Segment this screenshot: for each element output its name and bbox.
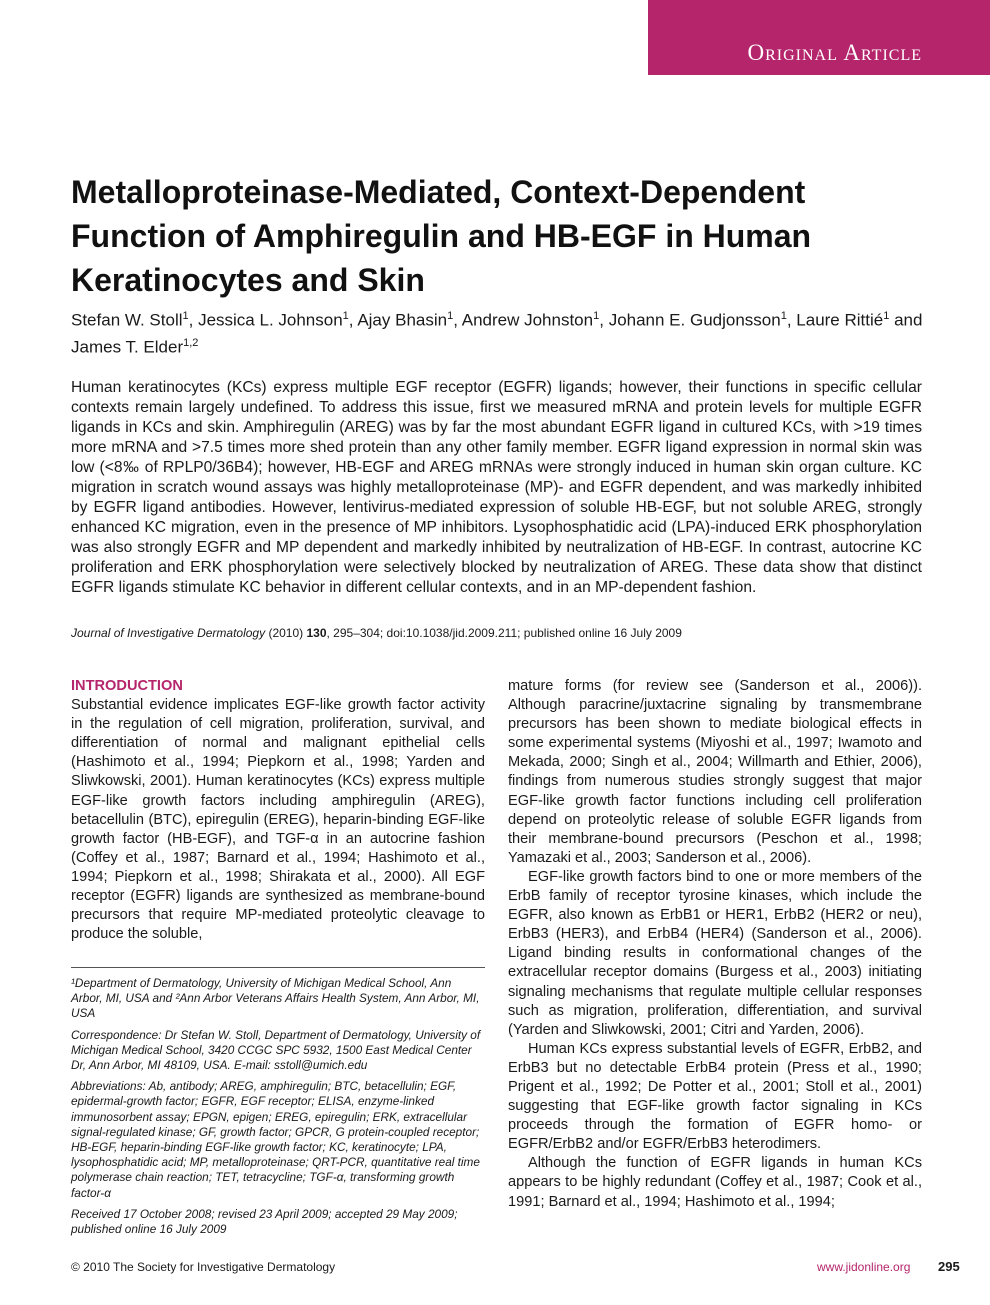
citation-volume: 130 xyxy=(306,626,327,640)
author-name: Ajay Bhasin xyxy=(357,310,448,330)
left-column xyxy=(71,677,485,944)
author-list xyxy=(71,305,941,358)
right-column xyxy=(508,677,922,1212)
intro-paragraph-2: mature forms (for review see (Sanderson et al., 2006)). Although paracrine/juxtacrine signaling by transmembrane precursors has been shown to mediate biological effects in some experimental systems (Miyoshi et al., 1997; Iwamoto and Mekada, 2000; Singh et al., 2004; Willmarth and Ethier, 2006), findings from numerous studies strongly suggest that major EGF-like growth factor functions including cell proliferation depend on proteolytic release of soluble EGFR ligands from their membrane-bound precursors (Peschon et al., 1998; Yamazaki et al., 2003; Sanderson et al., 2006). xyxy=(508,678,922,866)
author-separator: , xyxy=(786,310,797,330)
author-name: Laure Rittié xyxy=(796,310,884,330)
footnotes xyxy=(71,976,485,1243)
footnote-abbreviations: Abbreviations: Ab, antibody; AREG, amphiregulin; BTC, betacellulin; EGF, epidermal-growth factor; EGFR, EGF receptor; ELISA, enzyme-linked immunosorbent assay; EPGN, epigen; EREG, epiregulin; ERK, extracellular signal-regulated kinase; GF, growth factor; GPCR, G protein-coupled receptor; HB-EGF, heparin-binding EGF-like growth factor; KC, keratinocyte; LPA, lysophosphatidic acid; MP, metalloproteinase; QRT-PCR, quantitative real time polymerase chain reaction; TET, tetracycline; TGF-α, transforming growth factor-α xyxy=(71,1079,480,1200)
abstract: Human keratinocytes (KCs) express multiple EGF receptor (EGFR) ligands; however, their functions in specific cellular contexts remain largely undefined. To address this issue, first we measured mRNA and protein levels for multiple EGFR ligands in KCs and skin. Amphiregulin (AREG) was by far the most abundant EGFR ligand in cultured KCs, with >19 times more mRNA and >7.5 times more shed protein than any other family member. EGFR ligand expression in normal skin was low (<8‰ of RPLP0/36B4); however, HB-EGF and AREG mRNAs were strongly induced in human skin organ culture. KC migration in scratch wound assays was highly metalloproteinase (MP)- and EGFR dependent, and was markedly inhibited by EGFR ligand antibodies. However, lentivirus-mediated expression of soluble HB-EGF, but not soluble AREG, strongly enhanced KC migration, even in the presence of MP inhibitors. Lysophosphatidic acid (LPA)-induced ERK phosphorylation was also strongly EGFR and MP dependent and markedly inhibited by neutralization of HB-EGF. In contrast, autocrine KC proliferation and ERK phosphorylation were selectively blocked by neutralization of AREG. These data show that distinct EGFR ligands stimulate KC behavior in different cellular contexts, and in an MP-dependent fashion. xyxy=(71,379,922,596)
author-affiliation-mark: 1 xyxy=(883,310,890,322)
intro-paragraph-3: EGF-like growth factors bind to one or more members of the ErbB family of receptor tyrosine kinases, which include the EGFR, also known as ErbB1 or HER1, ErbB2 (HER2 or neu), ErbB3 (HER3), and ErbB4 (HER4) (Sanderson et al., 2006). Ligand binding results in conformational changes of the extracellular receptor domains (Burgess et al., 2003) initiating signaling mechanisms that regulate multiple cellular responses such as migration, proliferation, differentiation, and survival (Yarden and Sliwkowski, 2001; Citri and Yarden, 2006). xyxy=(508,868,922,1038)
author-separator: , xyxy=(453,310,462,330)
intro-paragraph-4: Human KCs express substantial levels of EGFR, ErbB2, and ErbB3 but no detectable ErbB4 protein (Press et al., 1990; Prigent et al., 1992; De Potter et al., 2001; Stoll et al., 2001) suggesting that EGF-like growth factor signaling in KCs proceeds through the formation of EGFR homo- or EGFR/ErbB2 and/or EGFR/ErbB3 heterodimers. xyxy=(508,1040,922,1153)
author-affiliation-mark: 1 xyxy=(342,310,349,322)
author-name: Johann E. Gudjonsson xyxy=(608,310,781,330)
author-affiliation-mark: 1 xyxy=(593,310,600,322)
author-name: Jessica L. Johnson xyxy=(198,310,343,330)
section-heading-introduction: INTRODUCTION xyxy=(71,678,183,694)
footer-copyright: © 2010 The Society for Investigative Dermatology xyxy=(71,1260,336,1274)
citation-year: (2010) xyxy=(265,626,307,640)
author-affiliation-mark: 1 xyxy=(447,310,454,322)
footer-journal-link[interactable]: www.jidonline.org xyxy=(817,1260,911,1274)
author-affiliation-mark: 1,2 xyxy=(183,336,199,349)
citation-journal: Journal of Investigative Dermatology xyxy=(71,626,266,640)
footnote-received: Received 17 October 2008; revised 23 April 2009; accepted 29 May 2009; published online 16 July 2009 xyxy=(71,1206,458,1237)
page-number: 295 xyxy=(938,1259,960,1274)
author-name: James T. Elder xyxy=(71,337,184,357)
article-type-label: Original Article xyxy=(747,40,922,65)
author-separator: , xyxy=(188,310,199,330)
footnote-affiliations: ¹Department of Dermatology, University of Michigan Medical School, Ann Arbor, MI, USA and ²Ann Arbor Veterans Affairs Health System, Ann Arbor, MI, USA xyxy=(71,976,480,1021)
footnote-correspondence: Correspondence: Dr Stefan W. Stoll, Department of Dermatology, University of Michigan Medical School, 3420 CCGC SPC 5932, 1500 East Medical Center Dr, Ann Arbor, MI 48109, USA. E-mail: sstoll@umich.edu xyxy=(71,1027,481,1073)
author-affiliation-mark: 1 xyxy=(780,310,787,322)
author-separator: , xyxy=(599,310,609,330)
author-separator: and xyxy=(889,310,923,330)
citation-rest: , 295–304; doi:10.1038/jid.2009.211; published online 16 July 2009 xyxy=(326,626,682,640)
intro-paragraph-1: Substantial evidence implicates EGF-like growth factor activity in the regulation of cell migration, proliferation, survival, and differentiation of normal and malignant epithelial cells (Hashimoto et al., 1994; Piepkorn et al., 1998; Yarden and Sliwkowski, 2001). Human keratinocytes (KCs) express multiple EGF-like growth factors including amphiregulin (AREG), betacellulin (BTC), epiregulin (EREG), heparin-binding EGF-like growth factor (HB-EGF), and TGF-α in an autocrine fashion (Coffey et al., 1987; Barnard et al., 1994; Hashimoto et al., 1994; Piepkorn et al., 1998; Shirakata et al., 2000). All EGF receptor (EGFR) ligands are synthesized as membrane-bound precursors that require MP-mediated proteolytic cleavage to produce the soluble, xyxy=(71,697,485,943)
footnote-divider xyxy=(71,967,485,968)
author-name: Andrew Johnston xyxy=(461,310,594,330)
citation-line xyxy=(71,626,682,640)
intro-paragraph-5: Although the function of EGFR ligands in human KCs appears to be highly redundant (Coffey et al., 1987; Cook et al., 1991; Barnard et al., 1994; Hashimoto et al., 1994; xyxy=(508,1155,922,1210)
author-affiliation-mark: 1 xyxy=(182,310,189,322)
article-type-banner xyxy=(648,0,990,75)
author-separator: , xyxy=(348,310,358,330)
author-name: Stefan W. Stoll xyxy=(71,310,183,330)
article-title: Metalloproteinase-Mediated, Context-Dependent Function of Amphiregulin and HB-EGF in Human Keratinocytes and Skin xyxy=(71,174,812,298)
